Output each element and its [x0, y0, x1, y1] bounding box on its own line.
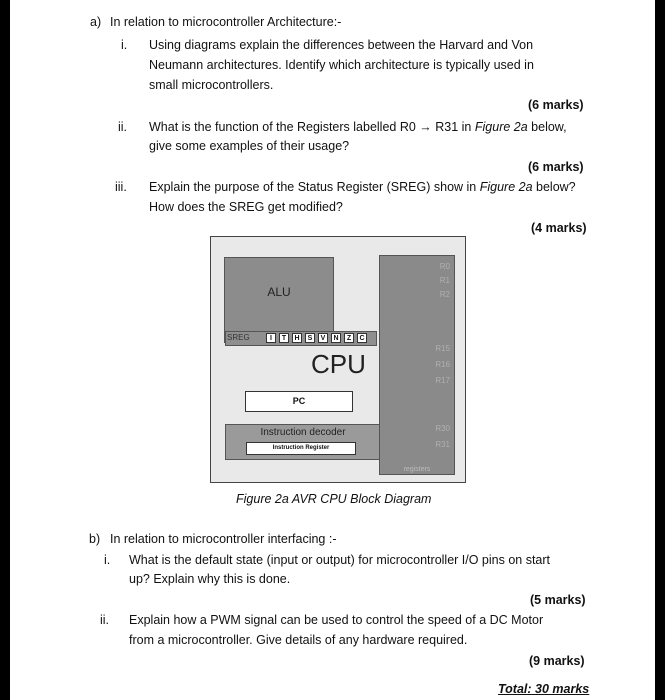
q-a-ii-number: ii.	[118, 120, 128, 134]
register-r17: R17	[435, 376, 450, 385]
q-a-ii-line2: give some examples of their usage?	[149, 139, 350, 153]
q-a-ii-line1: What is the function of the Registers labelled R0 → R31 in Figure 2a below,	[149, 120, 567, 134]
q-a-iii-line1: Explain the purpose of the Status Register (SREG) show in Figure 2a below?	[149, 180, 576, 194]
q-a-i-number: i.	[121, 38, 128, 52]
sreg-label: SREG	[227, 333, 250, 342]
register-file	[379, 255, 455, 475]
sreg-flag-z: Z	[344, 333, 354, 343]
instruction-register: Instruction Register	[246, 442, 356, 455]
part-b-intro: In relation to microcontroller interfacing :-	[110, 532, 337, 546]
sreg-flag-t: T	[279, 333, 289, 343]
registers-label: registers	[403, 466, 431, 473]
sreg-flag-h: H	[292, 333, 302, 343]
q-a-i-line2: Neumann architectures. Identify which architecture is typically used in	[149, 58, 534, 72]
left-border	[0, 0, 10, 700]
sreg-flag-c: C	[357, 333, 367, 343]
register-r16: R16	[435, 360, 450, 369]
q-b-ii-line1: Explain how a PWM signal can be used to control the speed of a DC Motor	[129, 613, 544, 627]
q-a-i-line3: small microcontrollers.	[149, 78, 274, 92]
cpu-label: CPU	[311, 349, 366, 379]
sreg-flag-n: N	[331, 333, 341, 343]
q-a-iii-marks: (4 marks)	[531, 221, 587, 235]
register-r31: R31	[435, 440, 450, 449]
q-b-i-line1: What is the default state (input or output) for microcontroller I/O pins on start	[129, 553, 551, 567]
register-r2: R2	[439, 290, 450, 299]
total-marks: Total: 30 marks	[498, 682, 590, 696]
right-border	[655, 0, 665, 700]
figure-caption: Figure 2a AVR CPU Block Diagram	[236, 492, 432, 506]
sreg-flag-s: S	[305, 333, 315, 343]
q-a-i-line1: Using diagrams explain the differences between the Harvard and Von	[149, 38, 534, 52]
q-a-iii-number: iii.	[115, 180, 127, 194]
q-b-ii-marks: (9 marks)	[529, 654, 585, 668]
q-a-ii-marks: (6 marks)	[528, 160, 584, 174]
part-a-intro: In relation to microcontroller Architecture:-	[110, 15, 342, 29]
register-r0: R0	[439, 262, 450, 271]
program-counter: PC	[245, 391, 353, 412]
register-r30: R30	[435, 424, 450, 433]
q-b-ii-number: ii.	[100, 613, 110, 627]
q-b-i-line2: up? Explain why this is done.	[129, 572, 291, 586]
q-b-ii-line2: from a microcontroller. Give details of any hardware required.	[129, 633, 468, 647]
q-a-i-marks: (6 marks)	[528, 98, 584, 112]
q-a-iii-line2: How does the SREG get modified?	[149, 200, 343, 214]
instruction-decoder	[225, 424, 381, 460]
part-a-label: a)	[90, 15, 102, 29]
status-register	[225, 331, 377, 346]
sreg-flag-i: I	[266, 333, 276, 343]
part-b-label: b)	[89, 532, 101, 546]
register-r15: R15	[435, 344, 450, 353]
register-r1: R1	[439, 276, 450, 285]
alu-label: ALU	[267, 285, 291, 299]
sreg-flag-v: V	[318, 333, 328, 343]
instruction-decoder-label: Instruction decoder	[260, 427, 346, 438]
q-b-i-number: i.	[104, 553, 111, 567]
avr-cpu-diagram	[210, 236, 466, 483]
q-b-i-marks: (5 marks)	[530, 593, 586, 607]
